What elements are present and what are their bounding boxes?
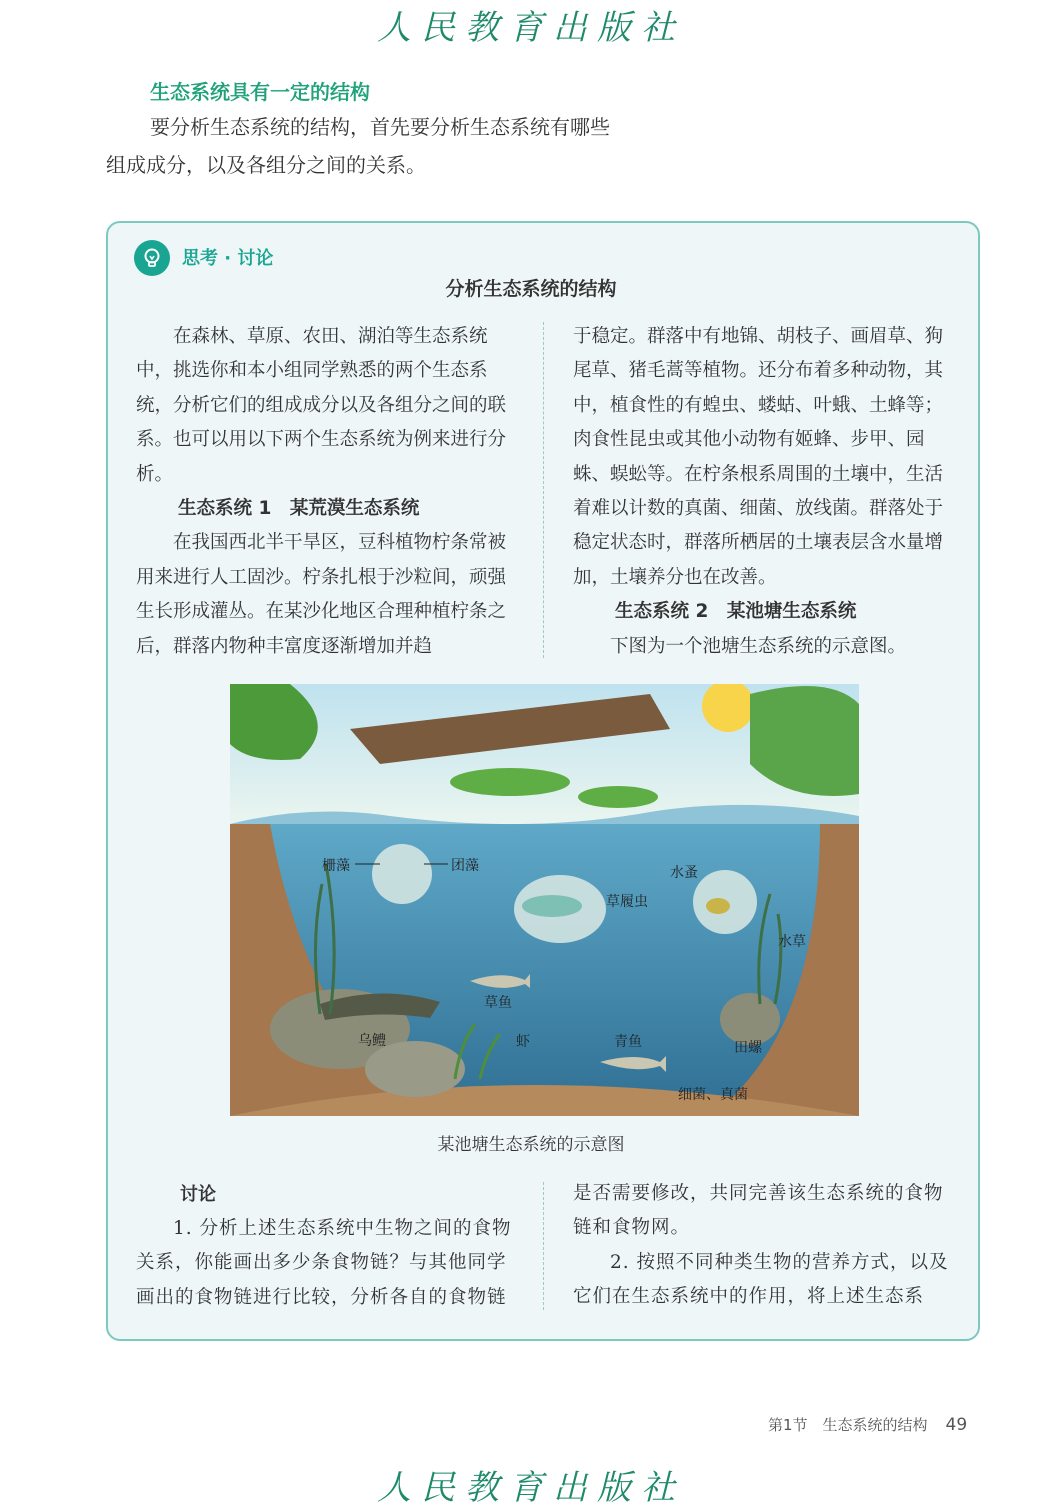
intro-line-1: 要分析生态系统的结构，首先要分析生态系统有哪些 bbox=[150, 115, 610, 139]
label-shuizao: 水蚤 bbox=[670, 865, 698, 881]
label-shanzao: 栅藻 bbox=[322, 858, 350, 874]
section-heading: 生态系统具有一定的结构 bbox=[150, 80, 370, 104]
rock bbox=[365, 1041, 465, 1097]
label-xijun: 细菌、真菌 bbox=[678, 1087, 748, 1103]
zoom-bubble-algae bbox=[372, 844, 432, 904]
ecosystem-1-title: 生态系统 1 某荒漠生态系统 bbox=[178, 498, 420, 520]
page-footer bbox=[768, 1414, 967, 1435]
footer-section: 第1节 生态系统的结构 bbox=[768, 1416, 928, 1434]
pond-illustration bbox=[230, 684, 859, 1116]
intro-paragraph bbox=[106, 108, 706, 184]
page-number: 49 bbox=[945, 1415, 968, 1435]
discussion-q1-right: 是否需要修改，共同完善该生态系统的食物链和食物网。 bbox=[573, 1183, 944, 1239]
column-divider bbox=[543, 322, 544, 658]
lily-pad bbox=[578, 786, 658, 808]
daphnia bbox=[706, 898, 730, 914]
lightbulb-icon bbox=[134, 240, 170, 276]
lily-pad bbox=[450, 768, 570, 796]
paramecium bbox=[522, 895, 582, 917]
right-paragraph-2: 下图为一个池塘生态系统的示意图。 bbox=[610, 635, 907, 657]
label-xia: 虾 bbox=[516, 1034, 530, 1050]
right-paragraph-1: 于稳定。群落中有地锦、胡枝子、画眉草、狗尾草、猪毛蒿等植物。还分布着多种动物，其中，植食性的有蝗虫、蝼蛄、叶蛾、土蜂等；肉食性昆虫或其他小动物有姬蜂、步甲、园蛛、蜈蚣等。在柠条根系周围的土壤中，生活着难以计数的真菌、细菌、放线菌。群落处于稳定状态时，群落所栖居的土壤表层含水量增加，土壤养分也在改善。 bbox=[573, 326, 944, 588]
left-column bbox=[136, 320, 516, 664]
intro-line-2: 组成成分，以及各组分之间的关系。 bbox=[106, 153, 426, 177]
label-shuicao: 水草 bbox=[778, 934, 806, 950]
discussion-q1-left: 1. 分析上述生态系统中生物之间的食物关系，你能画出多少条食物链？与其他同学画出的食物链进行比较，分析各自的食物链 bbox=[136, 1218, 512, 1308]
discussion-heading: 讨论 bbox=[180, 1184, 216, 1205]
figure-caption: 某池塘生态系统的示意图 bbox=[437, 1135, 625, 1155]
label-tianluo: 田螺 bbox=[734, 1040, 762, 1056]
discussion-right-column bbox=[573, 1177, 953, 1315]
label-caoyu: 草鱼 bbox=[484, 995, 512, 1011]
think-discuss-label: 思考 · 讨论 bbox=[182, 248, 274, 269]
publisher-watermark-top: 人民教育出版社 bbox=[377, 8, 685, 48]
right-column bbox=[573, 320, 953, 664]
publisher-watermark-bottom: 人民教育出版社 bbox=[377, 1468, 685, 1508]
ecosystem-2-title: 生态系统 2 某池塘生态系统 bbox=[615, 601, 857, 623]
label-qingyu: 青鱼 bbox=[614, 1034, 642, 1050]
discussion-left-column bbox=[136, 1212, 516, 1315]
discussion-q2-right: 2. 按照不同种类生物的营养方式，以及它们在生态系统中的作用，将上述生态系 bbox=[573, 1251, 949, 1308]
label-tuanzao: 团藻 bbox=[451, 858, 479, 874]
discussion-divider bbox=[543, 1182, 544, 1310]
label-caolvchong: 草履虫 bbox=[606, 894, 648, 910]
box-title: 分析生态系统的结构 bbox=[445, 278, 617, 300]
rock bbox=[720, 993, 780, 1045]
left-paragraph-2: 在我国西北半干旱区，豆科植物柠条常被用来进行人工固沙。柠条扎根于沙粒间，顽强生长形成灌丛。在某沙化地区合理种植柠条之后，群落内物种丰富度逐渐增加并趋 bbox=[136, 532, 507, 657]
label-wuli: 乌鳢 bbox=[358, 1033, 386, 1049]
left-paragraph-1: 在森林、草原、农田、湖泊等生态系统中，挑选你和本小组同学熟悉的两个生态系统，分析它们的组成成分以及各组分之间的联系。也可以用以下两个生态系统为例来进行分析。 bbox=[136, 326, 507, 485]
